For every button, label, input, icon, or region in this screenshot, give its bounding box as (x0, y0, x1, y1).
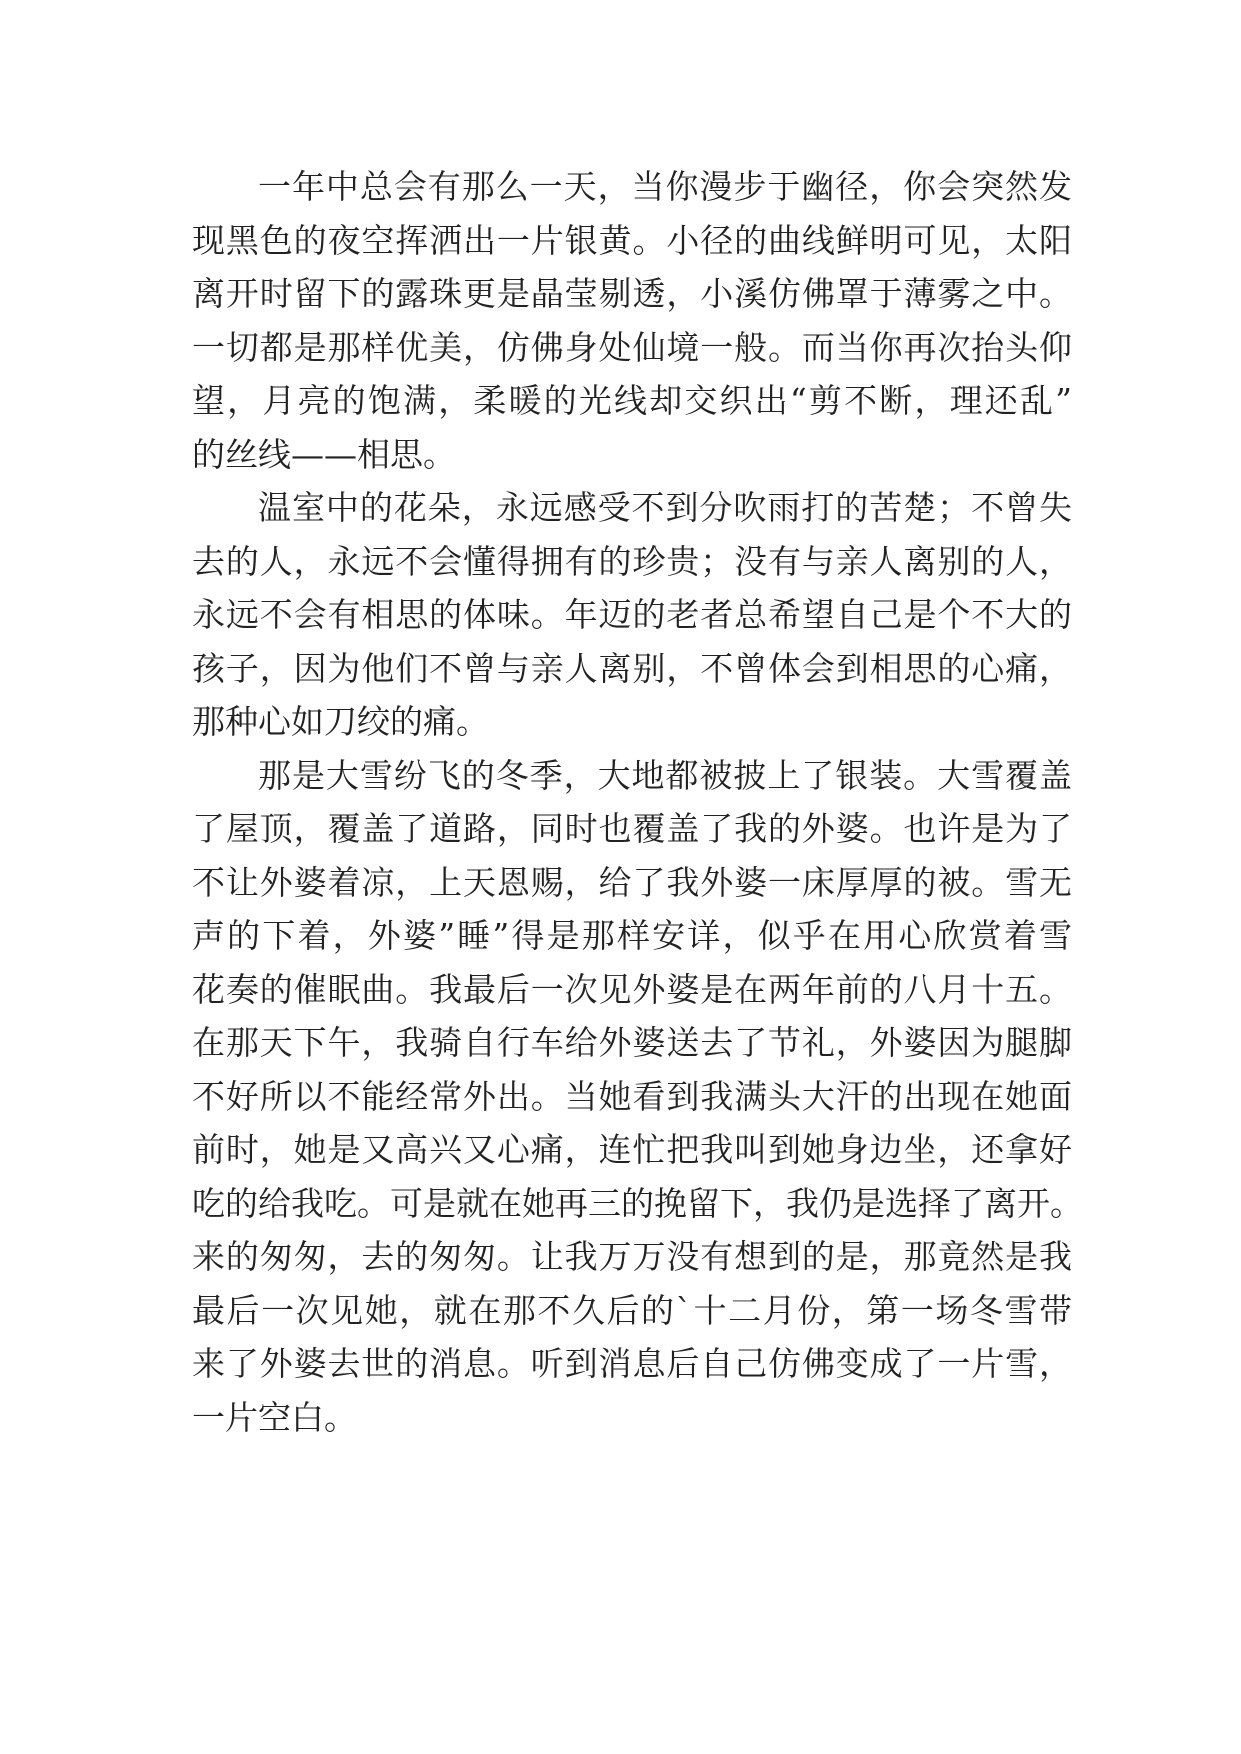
paragraph-line: 最后一次见她，就在那不久后的`十二月份，第一场冬雪带 (192, 1290, 1072, 1330)
paragraph-line: 永远不会有相思的体味。年迈的老者总希望自己是个不大的 (192, 595, 1072, 634)
paragraph-line: 前时，她是又高兴又心痛，连忙把我叫到她身边坐，还拿好 (192, 1130, 1072, 1169)
paragraph-line: 望，月亮的饱满，柔暖的光线却交织出“剪不断，理还乱” (192, 381, 1072, 420)
paragraph-line: 那种心如刀绞的痛。 (192, 702, 489, 741)
paragraph-line: 现黑色的夜空挥洒出一片银黄。小径的曲线鲜明可见，太阳 (192, 220, 1072, 260)
paragraph-line: 了屋顶，覆盖了道路，同时也覆盖了我的外婆。也许是为了 (192, 809, 1072, 848)
paragraph-line: 的丝线——相思。 (192, 434, 456, 474)
paragraph-line: 在那天下午，我骑自行车给外婆送去了节礼，外婆因为腿脚 (192, 1023, 1072, 1062)
paragraph-line: 吃的给我吃。可是就在她再三的挽留下，我仍是选择了离开。 (192, 1183, 1083, 1223)
paragraph-line: 来了外婆去世的消息。听到消息后自己仿佛变成了一片雪， (192, 1344, 1072, 1383)
paragraph-line: 一切都是那样优美，仿佛身处仙境一般。而当你再次抬头仰 (192, 327, 1072, 367)
paragraph-1 (192, 160, 1072, 481)
paragraph-line: 一片空白。 (192, 1397, 357, 1437)
paragraph-line: 一年中总会有那么一天，当你漫步于幽径，你会突然发 (258, 167, 1072, 206)
paragraph-line: 孩子，因为他们不曾与亲人离别，不曾体会到相思的心痛， (192, 648, 1072, 688)
paragraph-3 (192, 749, 1083, 1445)
paragraph-line: 花奏的催眠曲。我最后一次见外婆是在两年前的八月十五。 (192, 969, 1072, 1009)
paragraph-line: 来的匆匆，去的匆匆。让我万万没有想到的是，那竟然是我 (192, 1237, 1072, 1276)
paragraph-2 (192, 481, 1072, 749)
paragraph-line: 那是大雪纷飞的冬季，大地都被披上了银装。大雪覆盖 (258, 755, 1072, 795)
paragraph-line: 温室中的花朵，永远感受不到分吹雨打的苦楚；不曾失 (258, 488, 1072, 527)
document-body (192, 160, 1083, 1444)
paragraph-line: 去的人，永远不会懂得拥有的珍贵；没有与亲人离别的人， (192, 541, 1072, 581)
paragraph-line: 不让外婆着凉，上天恩赐，给了我外婆一床厚厚的被。雪无 (192, 862, 1072, 902)
paragraph-line: 声的下着，外婆”睡”得是那样安详，似乎在用心欣赏着雪 (192, 916, 1072, 955)
paragraph-line: 离开时留下的露珠更是晶莹剔透，小溪仿佛罩于薄雾之中。 (192, 274, 1072, 313)
paragraph-line: 不好所以不能经常外出。当她看到我满头大汗的出现在她面 (192, 1076, 1072, 1116)
